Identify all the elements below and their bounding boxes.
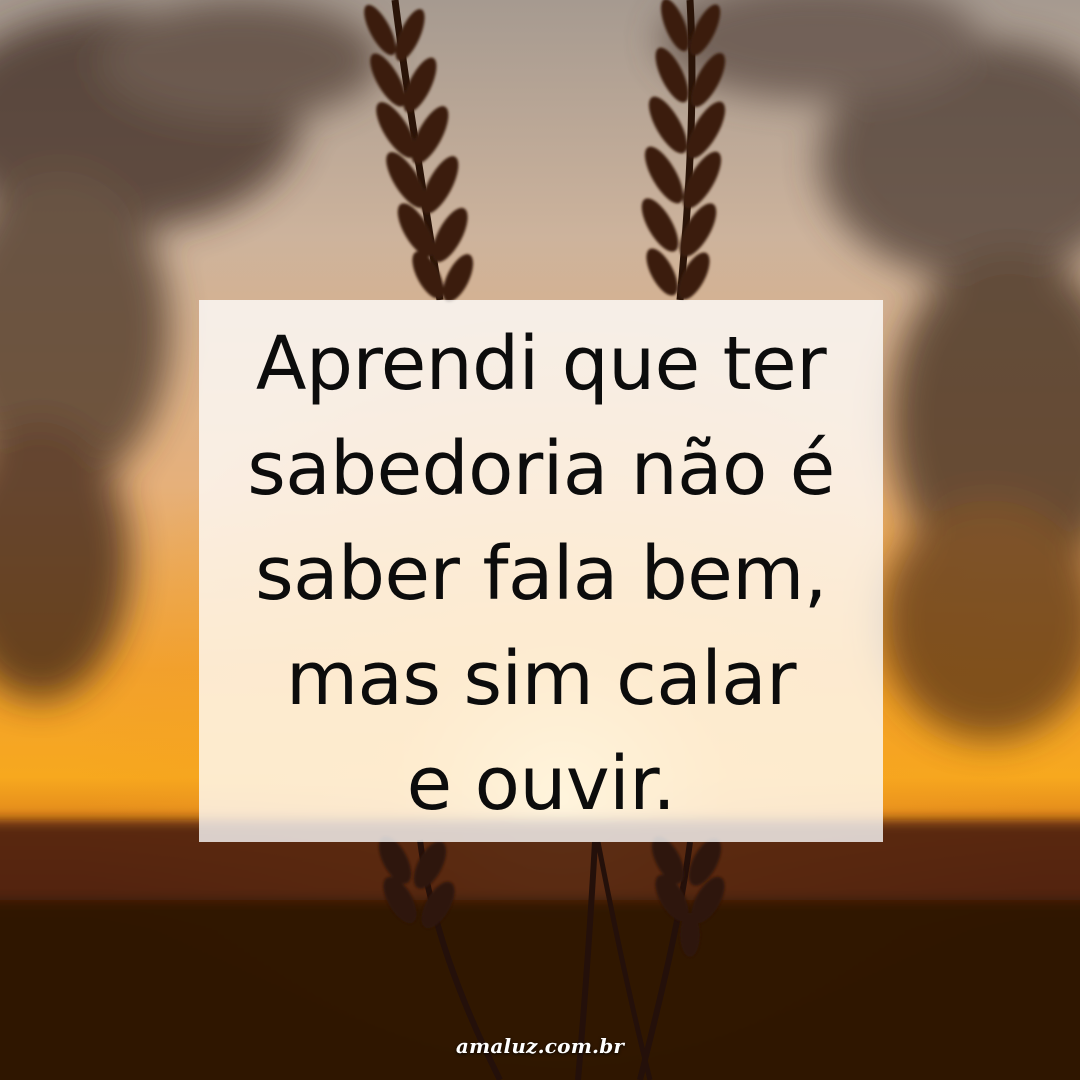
quote-box — [199, 300, 883, 842]
quote-line: e ouvir. — [406, 741, 676, 827]
quote-line: sabedoria não é — [247, 426, 835, 512]
quote-line: saber fala bem, — [255, 531, 827, 617]
quote-line: mas sim calar — [285, 636, 797, 722]
quote-line: Aprendi que ter — [255, 321, 827, 407]
watermark: amaluz.com.br — [455, 1034, 625, 1058]
